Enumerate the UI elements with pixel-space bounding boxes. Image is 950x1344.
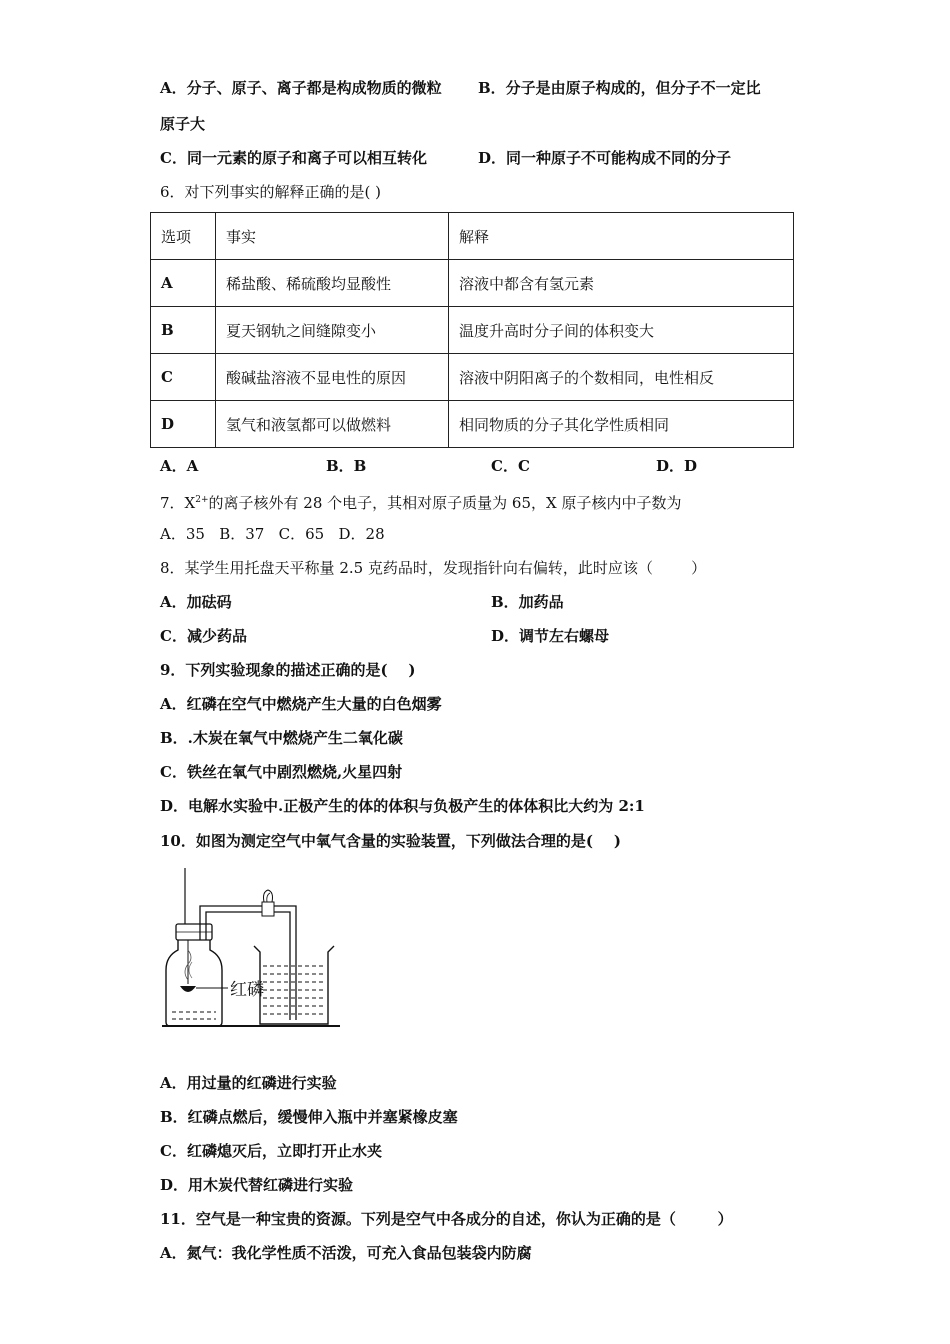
q8-stem: 8．某学生用托盘天平称量 2.5 克药品时，发现指针向右偏转，此时应该（ ）: [160, 559, 707, 577]
row-fact: 氢气和液氢都可以做燃料: [216, 401, 449, 448]
row-fact: 夏天钢轨之间缝隙变小: [216, 307, 449, 354]
row-fact: 酸碱盐溶液不显电性的原因: [216, 354, 449, 401]
q7-stem-prefix: 7．X: [160, 494, 196, 512]
q10-option-b: B．红磷点燃后，缓慢伸入瓶中并塞紧橡皮塞: [160, 1108, 458, 1126]
q10-stem: 10．如图为测定空气中氧气含量的实验装置，下列做法合理的是( ): [160, 832, 621, 850]
row-fact: 稀盐酸、稀硫酸均显酸性: [216, 260, 449, 307]
q5-option-a: A．分子、原子、离子都是构成物质的微粒: [160, 79, 442, 97]
q11-stem: 11．空气是一种宝贵的资源。下列是空气中各成分的自述，你认为正确的是（ ）: [160, 1210, 733, 1228]
q7-options: A．35 B．37 C．65 D．28: [160, 525, 385, 543]
row-option: C: [151, 354, 216, 401]
row-option: D: [151, 401, 216, 448]
q7-stem: [160, 490, 681, 513]
q8-option-b: B．加药品: [491, 593, 564, 611]
q5-option-c: C．同一元素的原子和离子可以相互转化: [160, 149, 427, 167]
q11-option-a: A．氮气：我化学性质不活泼，可充入食品包装袋内防腐: [160, 1244, 532, 1262]
q9-option-a: A．红磷在空气中燃烧产生大量的白色烟雾: [160, 695, 442, 713]
q10-option-a: A．用过量的红磷进行实验: [160, 1074, 337, 1092]
header-fact: 事实: [216, 213, 449, 260]
q9-stem: 9．下列实验现象的描述正确的是( ): [160, 661, 416, 679]
q10-option-d: D．用木炭代替红磷进行实验: [160, 1176, 354, 1194]
row-option: A: [151, 260, 216, 307]
q6-option-a: A．A: [160, 457, 199, 475]
q8-option-a: A．加砝码: [160, 593, 232, 611]
oxygen-measurement-apparatus: [150, 862, 350, 1032]
q6-table: [150, 212, 794, 448]
q9-option-b: B．.木炭在氧气中燃烧产生二氧化碳: [160, 729, 403, 747]
red-phosphorus-label: 红磷: [230, 980, 264, 1000]
row-explanation: 温度升高时分子间的体积变大: [449, 307, 794, 354]
header-explanation: 解释: [449, 213, 794, 260]
q5-option-d: D．同一种原子不可能构成不同的分子: [478, 149, 732, 167]
q5-option-b-continued: 原子大: [160, 115, 206, 133]
q6-stem: 6．对下列事实的解释正确的是( ): [160, 183, 382, 201]
q10-option-c: C．红磷熄灭后，立即打开止水夹: [160, 1142, 382, 1160]
row-explanation: 相同物质的分子其化学性质相同: [449, 401, 794, 448]
q9-option-c: C．铁丝在氧气中剧烈燃烧,火星四射: [160, 763, 403, 781]
row-explanation: 溶液中都含有氢元素: [449, 260, 794, 307]
row-explanation: 溶液中阴阳离子的个数相同，电性相反: [449, 354, 794, 401]
q7-stem-suffix: 的离子核外有 28 个电子，其相对原子质量为 65，X 原子核内中子数为: [208, 494, 682, 512]
q6-option-d: D．D: [656, 457, 698, 475]
q5-option-b: B．分子是由原子构成的，但分子不一定比: [478, 79, 761, 97]
table-header-row: [151, 213, 794, 260]
table-row: [151, 260, 794, 307]
q7-charge: 2+: [195, 495, 209, 505]
q9-option-d: D．电解水实验中.正极产生的体的体积与负极产生的体体积比大约为 2:1: [160, 797, 645, 815]
row-option: B: [151, 307, 216, 354]
header-option: 选项: [151, 213, 216, 260]
q8-option-d: D．调节左右螺母: [491, 627, 610, 645]
q6-option-b: B．B: [326, 457, 367, 475]
table-row: [151, 307, 794, 354]
q6-option-c: C．C: [491, 457, 530, 475]
table-row: [151, 401, 794, 448]
q8-option-c: C．减少药品: [160, 627, 247, 645]
table-row: [151, 354, 794, 401]
